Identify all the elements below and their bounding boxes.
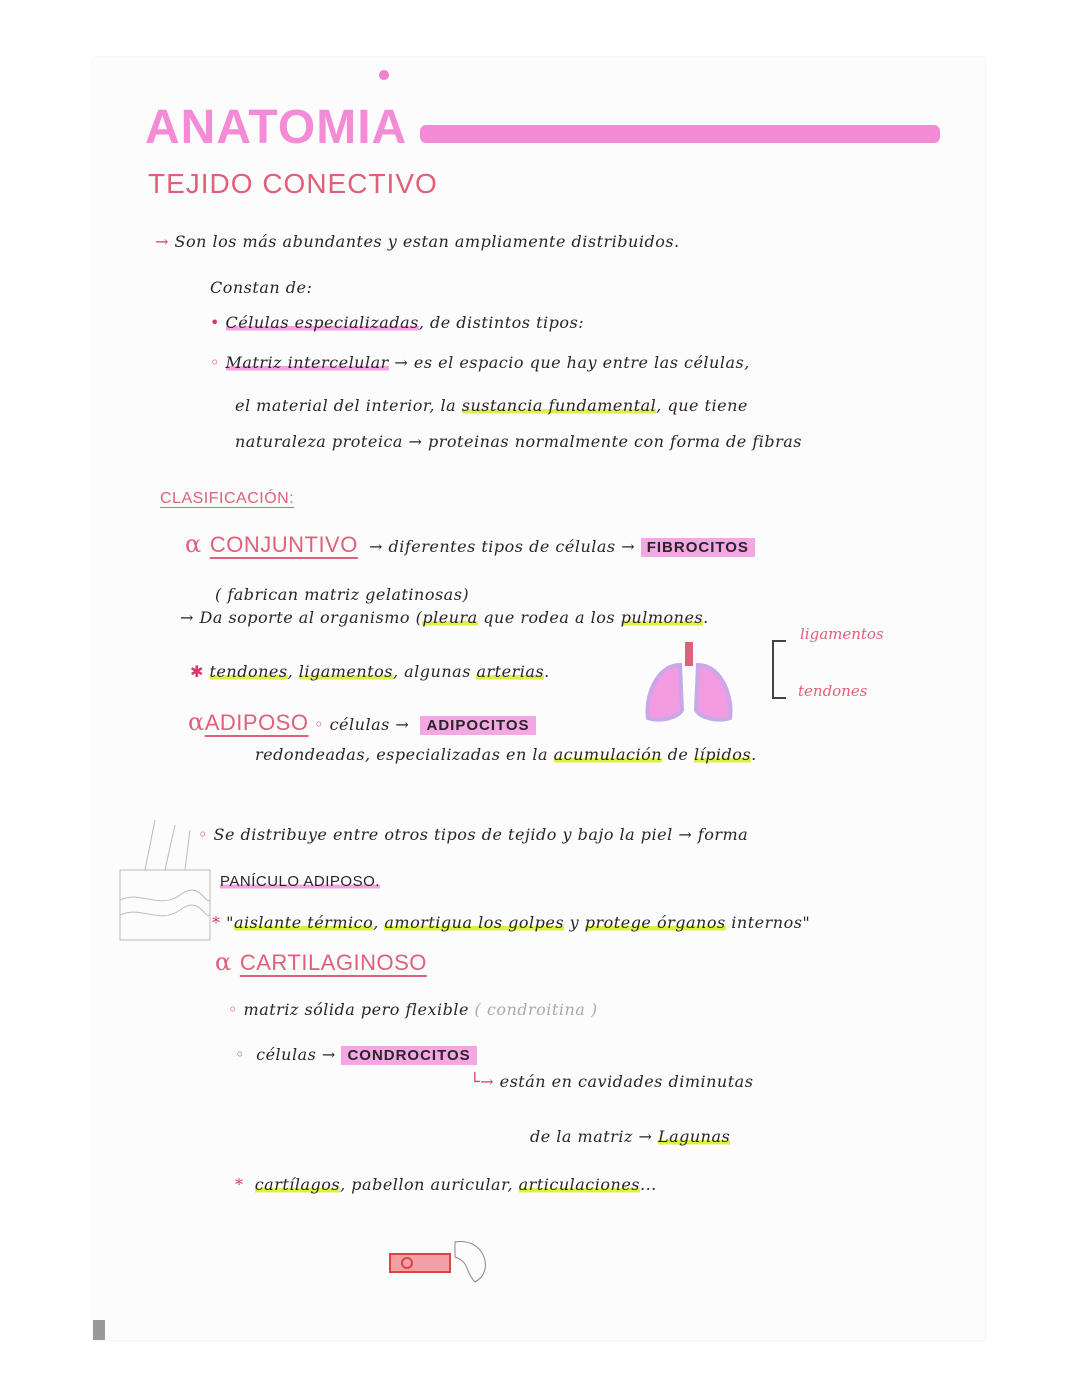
bullet-matriz: ◦ Matriz intercelular → es el espacio que hay entre las células, [210,353,750,372]
soporte-line: → Da soporte al organismo (pleura que rodea a los pulmones. [180,608,709,627]
intro-line: → Son los más abundantes y estan ampliamente distribuidos. [155,232,680,251]
lungs-illustration [640,640,740,730]
page-corner-shadow [93,1320,105,1340]
side-note-ligamentos: ligamentos [800,625,884,643]
doodle-illustration [385,1232,495,1287]
conjuntivo-paren: ( fabrican matriz gelatinosas) [215,585,470,604]
skin-illustration [115,815,215,950]
matriz-solida-line: ◦ matriz sólida pero flexible ( condroitina ) [228,1000,598,1019]
cavidades-line: └→ están en cavidades diminutas [470,1072,754,1091]
adiposo-description: redondeadas, especializadas en la acumulación de lípidos. [255,745,757,764]
bullet-celulas: • Células especializadas, de distintos tipos: [210,313,585,332]
cartilago-examples: * cartílagos, pabellon auricular, articulaciones... [235,1175,657,1194]
matriz-line2: el material del interior, la sustancia fundamental, que tiene [235,396,748,415]
page-subtitle: TEJIDO CONECTIVO [148,168,438,199]
lagunas-line: de la matriz → Lagunas [530,1127,731,1146]
constan-line: Constan de: [210,278,313,297]
matriz-line3: naturaleza proteica → proteinas normalmente con forma de fibras [235,432,803,451]
condrocitos-line: ◦ células → CONDROCITOS [235,1045,477,1064]
adiposo-line: αADIPOSO ◦ células → ADIPOCITOS [188,708,536,736]
examples-line: ✱ tendones, ligamentos, algunas arterias. [190,662,550,681]
functions-line: * "aislante térmico, amortigua los golpes y protege órganos internos" [212,913,811,932]
bracket [772,640,786,699]
cartilaginoso-heading: α CARTILAGINOSO [215,948,427,976]
decorative-dot [379,70,389,80]
paniculo: PANÍCULO ADIPOSO. [220,873,380,890]
conjuntivo-line: α CONJUNTIVO → diferentes tipos de células → FIBROCITOS [185,530,755,558]
side-note-tendones: tendones [798,682,868,700]
clasificacion-heading: CLASIFICACIÓN: [160,490,295,507]
title-highlight-bar [420,125,940,143]
page-title: ANATOMIA [145,101,408,154]
distribuye-line: ◦ Se distribuye entre otros tipos de tejido y bajo la piel → forma [198,825,749,844]
